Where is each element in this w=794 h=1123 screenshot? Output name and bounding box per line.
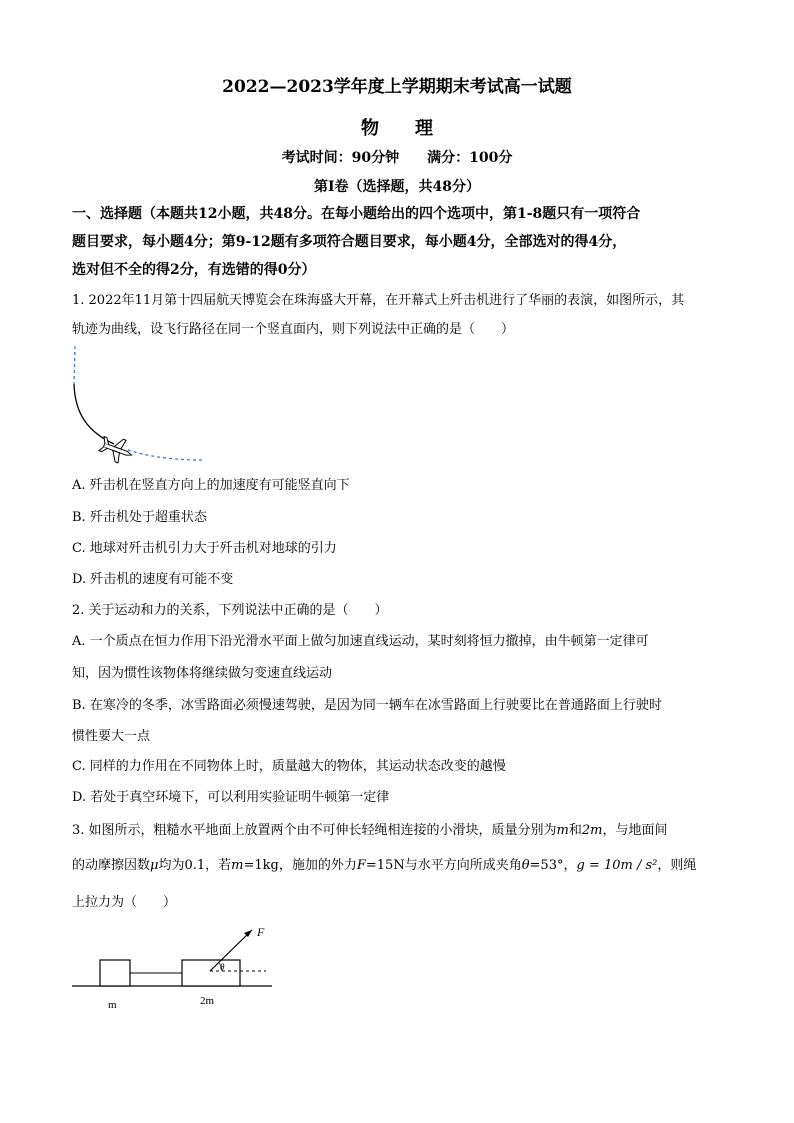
- section-instructions-line3: 选对但不全的得2分，有选错的得0分）: [72, 262, 316, 278]
- label-2m: 2m: [200, 995, 215, 1007]
- label-m: m: [108, 999, 117, 1011]
- trajectory-dashed-end: [128, 450, 202, 460]
- q2-option-a-cont: 知，因为惯性该物体将继续做匀变速直线运动: [72, 666, 333, 681]
- q3-gravity: g = 10m / s²: [576, 858, 658, 873]
- q3-text-a: 3. 如图所示，粗糙水平地面上放置两个由不可伸长轻绳相连接的小滑块，质量分别为: [72, 823, 557, 838]
- label-theta: θ: [220, 962, 225, 972]
- q2-option-b[interactable]: B. 在寒冷的冬季，冰雪路面必须慢速驾驶，是因为同一辆车在冰雪路面上行驶要比在普通路面上行驶时: [72, 698, 662, 713]
- question-2-stem: 2. 关于运动和力的关系，下列说法中正确的是（ ）: [72, 603, 388, 618]
- q3-force-F: F: [356, 858, 366, 873]
- q2-option-b-cont: 惯性要大一点: [72, 729, 151, 744]
- label-F: F: [257, 925, 265, 939]
- q1-option-a[interactable]: A. 歼击机在竖直方向上的加速度有可能竖直向下: [72, 478, 350, 493]
- jet-trajectory-figure: [66, 344, 206, 466]
- q1-option-d[interactable]: D. 歼击机的速度有可能不变: [72, 572, 234, 587]
- q1-option-b[interactable]: B. 歼击机处于超重状态: [72, 510, 207, 525]
- q3-text-b: ，与地面间: [602, 823, 668, 838]
- q3-and: 和: [568, 823, 582, 838]
- q2-option-c[interactable]: C. 同样的力作用在不同物体上时，质量越大的物体，其运动状态改变的越慢: [72, 759, 506, 774]
- part-title: 第Ⅰ卷（选择题，共48分）: [313, 179, 481, 195]
- question-1-line2: 轨迹为曲线，设飞行路径在同一个竖直面内，则下列说法中正确的是（ ）: [72, 322, 515, 337]
- q3-text-2e: =53°，: [529, 858, 577, 873]
- q3-text-2c: =1kg，施加的外力: [243, 858, 357, 873]
- q3-text-2b: 均为0.1，若: [158, 858, 232, 873]
- q3-mass-2m: 2m: [581, 823, 603, 838]
- question-3-line2: [72, 854, 696, 873]
- section-instructions-line1: 一、选择题（本题共12小题，共48分。在每小题给出的四个选项中，第1-8题只有一项符合: [72, 206, 641, 222]
- exam-title: 2022—2023学年度上学期期末考试高一试题: [222, 77, 572, 97]
- block-2m: [182, 960, 240, 986]
- q3-text-2a: 的动摩擦因数: [72, 858, 151, 873]
- question-1-line1: 1. 2022年11月第十四届航天博览会在珠海盛大开幕，在开幕式上歼击机进行了华丽的表演，如图所示，其: [72, 293, 685, 308]
- q3-text-2d: =15N与水平方向所成夹角: [365, 858, 522, 873]
- q1-option-c[interactable]: C. 地球对歼击机引力大于歼击机对地球的引力: [72, 541, 337, 556]
- blocks-force-figure: [70, 920, 280, 1020]
- question-3-line3: 上拉力为（ ）: [72, 895, 177, 910]
- q3-m-eq: m: [231, 858, 244, 873]
- block-m: [100, 960, 130, 986]
- subject-title: 物 理: [361, 118, 433, 139]
- question-3-line1: [72, 819, 668, 838]
- q2-option-d[interactable]: D. 若处于真空环境下，可以利用实验证明牛顿第一定律: [72, 790, 390, 805]
- q3-mu: μ: [150, 858, 159, 873]
- q2-option-a[interactable]: A. 一个质点在恒力作用下沿光滑水平面上做匀加速直线运动，某时刻将恒力撤掉，由牛顿第一定律可: [72, 634, 649, 649]
- trajectory-solid-arc: [74, 384, 114, 444]
- trajectory-dashed-start: [74, 346, 75, 384]
- q3-text-2f: ，则绳: [657, 858, 697, 873]
- q3-mass-m: m: [556, 823, 569, 838]
- q3-theta: θ: [521, 858, 530, 873]
- exam-info: 考试时间：90分钟 满分：100分: [281, 150, 513, 166]
- section-instructions-line2: 题目要求，每小题4分；第9-12题有多项符合题目要求，每小题4分，全部选对的得4分，: [72, 234, 627, 250]
